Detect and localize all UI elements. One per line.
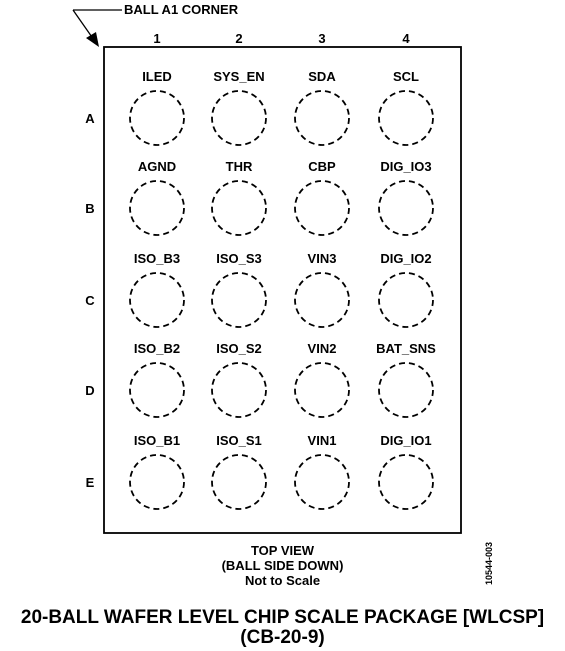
corner-label: BALL A1 CORNER (124, 2, 239, 17)
column-label: 4 (402, 31, 410, 46)
package-outline (104, 47, 461, 533)
ball-name: VIN3 (307, 251, 337, 266)
solder-ball (130, 91, 184, 145)
column-label: 1 (153, 31, 161, 46)
solder-ball (130, 455, 184, 509)
solder-ball (212, 273, 266, 327)
package-code: (CB-20-9) (240, 627, 325, 648)
column-labels (153, 31, 410, 46)
view-note-ball-side: (BALL SIDE DOWN) (221, 558, 344, 573)
solder-ball (379, 273, 433, 327)
column-label: 2 (235, 31, 243, 46)
view-note-scale: Not to Scale (244, 573, 321, 588)
package-title: 20-BALL WAFER LEVEL CHIP SCALE PACKAGE [WLCSP] (20, 607, 545, 628)
solder-ball (379, 363, 433, 417)
ball-name: VIN2 (307, 341, 337, 356)
ball-name: CBP (308, 159, 336, 174)
solder-ball (295, 181, 349, 235)
ball-name: SDA (308, 69, 336, 84)
row-labels (85, 111, 95, 490)
ball-name: ISO_S3 (216, 251, 262, 266)
view-note-top-view: TOP VIEW (250, 543, 315, 558)
row-label: B (85, 201, 95, 216)
row-label: C (85, 293, 95, 308)
solder-ball (212, 363, 266, 417)
ball-name: ISO_B1 (133, 433, 181, 448)
solder-ball (295, 455, 349, 509)
figure-id: 10544-003 (484, 541, 494, 585)
solder-ball (379, 91, 433, 145)
ball-name: DIG_IO3 (380, 159, 432, 174)
solder-ball (295, 91, 349, 145)
solder-ball (295, 273, 349, 327)
ball-name: AGND (137, 159, 177, 174)
ball-name: ISO_S2 (216, 341, 262, 356)
solder-ball (130, 273, 184, 327)
solder-ball (295, 363, 349, 417)
ball-name: SYS_EN (213, 69, 265, 84)
solder-ball (212, 181, 266, 235)
ball-name: ISO_B3 (133, 251, 181, 266)
solder-ball (212, 455, 266, 509)
solder-ball (379, 455, 433, 509)
ball-name: ISO_B2 (133, 341, 181, 356)
column-label: 3 (318, 31, 326, 46)
solder-ball (130, 363, 184, 417)
solder-ball (212, 91, 266, 145)
ball-name: BAT_SNS (376, 341, 436, 356)
solder-ball (379, 181, 433, 235)
row-label: A (85, 111, 95, 126)
ball-name: ILED (142, 69, 172, 84)
solder-ball (130, 181, 184, 235)
row-label: D (85, 383, 95, 398)
ball-name: DIG_IO2 (380, 251, 432, 266)
ball-grid (130, 69, 436, 509)
row-label: E (85, 475, 95, 490)
ball-name: THR (225, 159, 253, 174)
ball-name: DIG_IO1 (380, 433, 432, 448)
ball-name: ISO_S1 (216, 433, 262, 448)
corner-arrow-head (86, 32, 99, 47)
ball-name: VIN1 (307, 433, 337, 448)
ball-name: SCL (393, 69, 419, 84)
